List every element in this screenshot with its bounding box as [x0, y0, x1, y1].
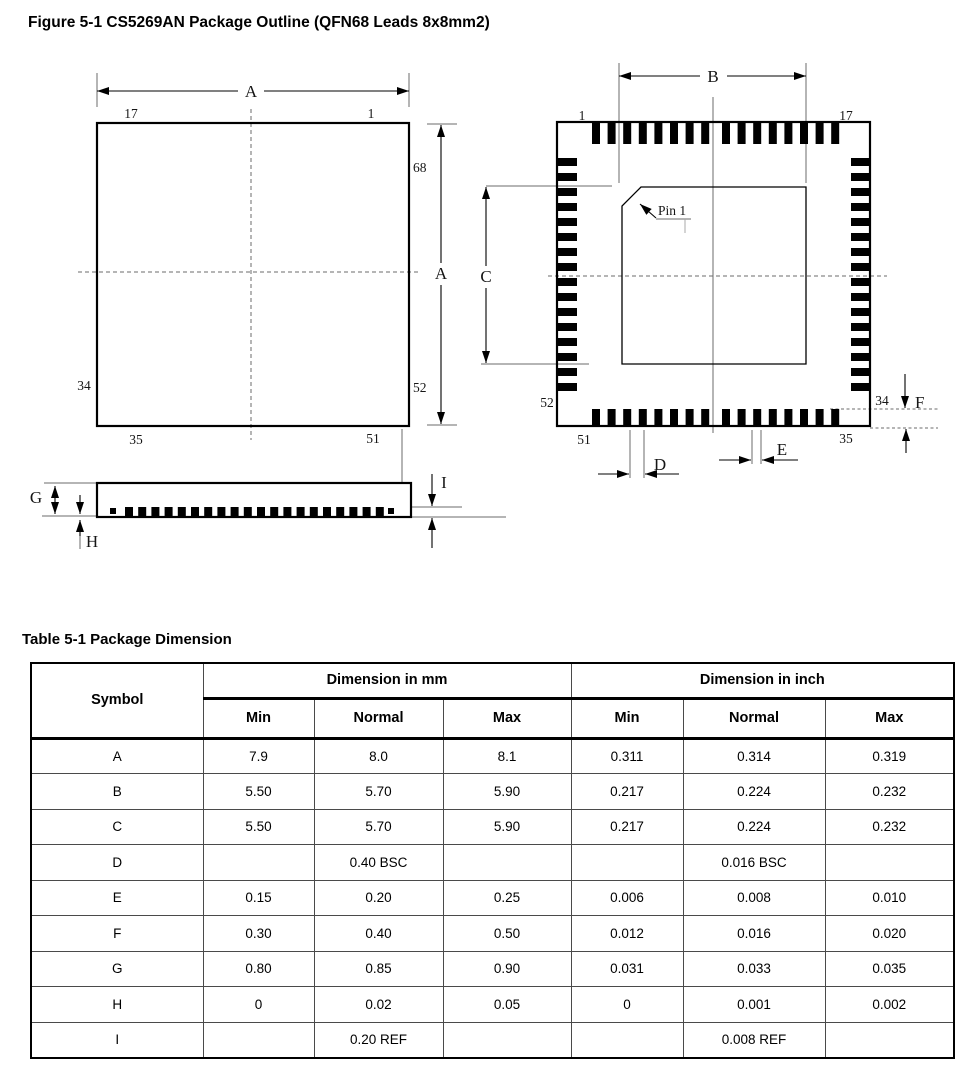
value-cell: 0.006 [571, 880, 683, 916]
value-cell: 8.0 [314, 738, 443, 774]
symbol-cell: F [31, 916, 203, 952]
label-dim-d: D [653, 455, 667, 474]
value-cell: 0.033 [683, 951, 825, 987]
table-row [31, 916, 954, 952]
value-cell: 0.035 [825, 951, 954, 987]
value-cell [825, 1022, 954, 1058]
value-cell: 5.50 [203, 774, 314, 810]
value-cell: 5.50 [203, 809, 314, 845]
label-pin-35: 35 [129, 432, 143, 447]
label-dim-b: B [707, 67, 719, 86]
value-cell: 0.25 [443, 880, 571, 916]
table-row [31, 845, 954, 881]
top-view-body [97, 123, 409, 426]
value-cell: 0.314 [683, 738, 825, 774]
value-cell: 0.010 [825, 880, 954, 916]
label-dim-h: H [85, 532, 99, 551]
label-pin-68: 68 [413, 160, 427, 175]
table-row [31, 987, 954, 1023]
table-row [31, 951, 954, 987]
value-cell: 0 [203, 987, 314, 1023]
value-cell: 0.30 [203, 916, 314, 952]
symbol-cell: B [31, 774, 203, 810]
value-cell: 0.217 [571, 774, 683, 810]
value-cell: 0.008 REF [683, 1022, 825, 1058]
symbol-cell: C [31, 809, 203, 845]
value-cell: 0.002 [825, 987, 954, 1023]
symbol-cell: H [31, 987, 203, 1023]
value-cell: 0.40 [314, 916, 443, 952]
label-dim-a-horizontal: A [244, 82, 258, 101]
label-dim-i: I [441, 473, 447, 492]
table-row [31, 738, 954, 774]
value-cell [203, 1022, 314, 1058]
value-cell [203, 845, 314, 881]
label-pin-52: 52 [413, 380, 427, 395]
label-bv-pin-1: 1 [578, 108, 586, 123]
value-cell [825, 845, 954, 881]
label-pin-51: 51 [366, 431, 380, 446]
col-header-mm-min: Min [203, 698, 314, 738]
label-bv-pin-35: 35 [839, 431, 853, 446]
label-pin-34: 34 [77, 378, 91, 393]
value-cell: 5.90 [443, 809, 571, 845]
label-dim-g: G [29, 488, 43, 507]
bottom-view-leads [558, 123, 870, 426]
table-title: Table 5-1 Package Dimension [22, 631, 232, 648]
value-cell: 0.020 [825, 916, 954, 952]
table-row [31, 809, 954, 845]
value-cell: 0.008 [683, 880, 825, 916]
symbol-cell: E [31, 880, 203, 916]
col-header-mm-normal: Normal [314, 698, 443, 738]
bottom-view [480, 63, 938, 478]
label-dim-c: C [480, 267, 492, 286]
label-bv-pin-17: 17 [839, 108, 853, 123]
value-cell: 0.20 [314, 880, 443, 916]
table-row [31, 1022, 954, 1058]
value-cell: 0.20 REF [314, 1022, 443, 1058]
value-cell: 0.012 [571, 916, 683, 952]
value-cell: 0.016 [683, 916, 825, 952]
label-dim-a-vertical: A [434, 264, 448, 283]
label-pin-17: 17 [124, 106, 138, 121]
value-cell: 8.1 [443, 738, 571, 774]
value-cell: 0.50 [443, 916, 571, 952]
value-cell: 5.70 [314, 809, 443, 845]
value-cell: 0.80 [203, 951, 314, 987]
table-row [31, 880, 954, 916]
label-dim-e: E [776, 440, 788, 459]
value-cell: 0.224 [683, 774, 825, 810]
value-cell: 0.001 [683, 987, 825, 1023]
symbol-cell: A [31, 738, 203, 774]
value-cell: 0.232 [825, 809, 954, 845]
value-cell: 0.40 BSC [314, 845, 443, 881]
side-view [30, 473, 506, 551]
value-cell: 0.90 [443, 951, 571, 987]
col-header-inch-min: Min [571, 698, 683, 738]
label-bv-pin-52: 52 [540, 395, 554, 410]
symbol-cell: D [31, 845, 203, 881]
label-bv-pin-51: 51 [577, 432, 591, 447]
label-bv-pin-34: 34 [875, 393, 889, 408]
value-cell [571, 845, 683, 881]
value-cell: 0.02 [314, 987, 443, 1023]
label-pin-1: 1 [367, 106, 375, 121]
symbol-cell: I [31, 1022, 203, 1058]
value-cell: 5.70 [314, 774, 443, 810]
value-cell: 0.016 BSC [683, 845, 825, 881]
value-cell: 0.217 [571, 809, 683, 845]
col-group-mm: Dimension in mm [203, 663, 571, 698]
col-group-inch: Dimension in inch [571, 663, 954, 698]
value-cell: 0.232 [825, 774, 954, 810]
value-cell: 0.85 [314, 951, 443, 987]
value-cell [443, 845, 571, 881]
value-cell: 0.05 [443, 987, 571, 1023]
value-cell: 7.9 [203, 738, 314, 774]
label-pin1: Pin 1 [658, 203, 687, 218]
label-dim-f: F [915, 393, 925, 412]
symbol-cell: G [31, 951, 203, 987]
value-cell: 0.319 [825, 738, 954, 774]
col-header-symbol: Symbol [31, 663, 203, 738]
value-cell [443, 1022, 571, 1058]
value-cell: 0.031 [571, 951, 683, 987]
side-view-leads [110, 507, 394, 517]
col-header-inch-normal: Normal [683, 698, 825, 738]
value-cell [571, 1022, 683, 1058]
top-view-dimension-lines [78, 73, 457, 482]
value-cell: 0.311 [571, 738, 683, 774]
figure-title: Figure 5-1 CS5269AN Package Outline (QFN68 Leads 8x8mm2) [28, 14, 490, 31]
pin1-callout [640, 203, 691, 233]
value-cell: 0.224 [683, 809, 825, 845]
top-view [77, 73, 457, 482]
value-cell: 0.15 [203, 880, 314, 916]
value-cell: 5.90 [443, 774, 571, 810]
table-row [31, 774, 954, 810]
value-cell: 0 [571, 987, 683, 1023]
package-dimension-table [30, 662, 955, 1059]
col-header-inch-max: Max [825, 698, 954, 738]
col-header-mm-max: Max [443, 698, 571, 738]
